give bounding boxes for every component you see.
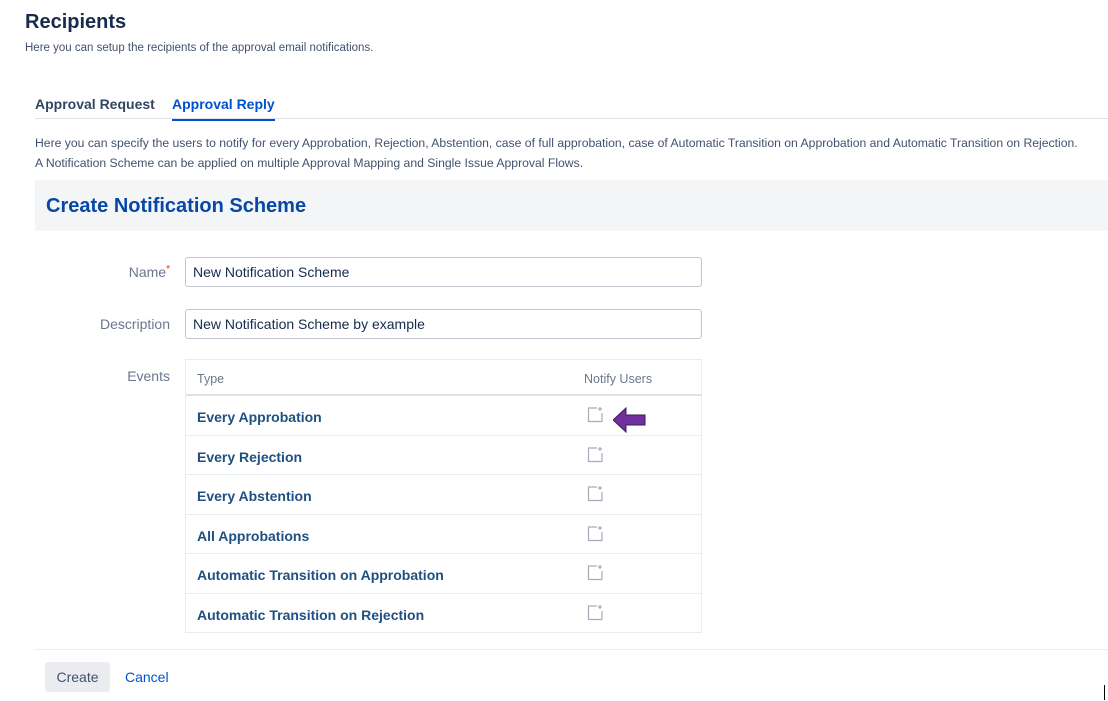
column-header-notify-users: Notify Users — [584, 372, 653, 386]
text-cursor — [1104, 685, 1105, 700]
event-type-link[interactable]: All Approbations — [197, 527, 310, 544]
page-subtitle: Here you can setup the recipients of the approval email notifications. — [25, 42, 374, 54]
add-user-icon[interactable] — [586, 604, 604, 622]
event-type-link[interactable]: Automatic Transition on Rejection — [197, 606, 425, 623]
events-table — [185, 359, 702, 633]
event-type-link[interactable]: Every Abstention — [197, 488, 312, 504]
page-title: Recipients — [25, 11, 127, 33]
events-label: Events — [127, 368, 170, 384]
tab-bar — [35, 92, 1108, 119]
cancel-link[interactable]: Cancel — [125, 669, 169, 685]
table-row — [186, 554, 701, 594]
section-header — [35, 180, 1108, 231]
left-arrow-icon — [613, 407, 646, 433]
event-type-link[interactable]: Every Rejection — [197, 448, 303, 465]
tab-approval-request[interactable]: Approval Request — [35, 96, 155, 112]
name-label — [30, 264, 170, 280]
table-row — [186, 594, 701, 634]
column-header-type: Type — [197, 372, 225, 386]
add-user-icon[interactable] — [586, 564, 604, 582]
tab-approval-reply[interactable]: Approval Reply — [172, 96, 275, 112]
name-label-text: Name — [128, 264, 167, 280]
table-row — [186, 436, 701, 476]
description-field[interactable] — [185, 309, 702, 339]
add-user-icon[interactable] — [586, 485, 604, 503]
event-type-link[interactable]: Every Approbation — [197, 409, 322, 425]
events-table-header — [186, 360, 701, 396]
name-field[interactable] — [185, 257, 702, 287]
section-title: Create Notification Scheme — [46, 195, 307, 217]
table-row — [186, 475, 701, 515]
info-text — [35, 133, 1108, 173]
table-row — [186, 515, 701, 555]
add-user-icon[interactable] — [586, 406, 604, 424]
add-user-icon[interactable] — [586, 525, 604, 543]
event-type-link[interactable]: Automatic Transition on Approbation — [197, 567, 444, 583]
description-label: Description — [99, 316, 170, 332]
add-user-icon[interactable] — [586, 446, 604, 464]
info-line-2: A Notification Scheme can be applied on multiple Approval Mapping and Single Issue Approval Flows. — [35, 156, 584, 170]
create-button[interactable]: Create — [45, 662, 110, 692]
required-mark: * — [166, 264, 170, 275]
info-line-1: Here you can specify the users to notify for every Approbation, Rejection, Abstention, case of full approbation, case of Automatic Transition on Approbation and Automatic Transition on Rejection. — [35, 136, 1078, 150]
divider — [35, 649, 1108, 650]
